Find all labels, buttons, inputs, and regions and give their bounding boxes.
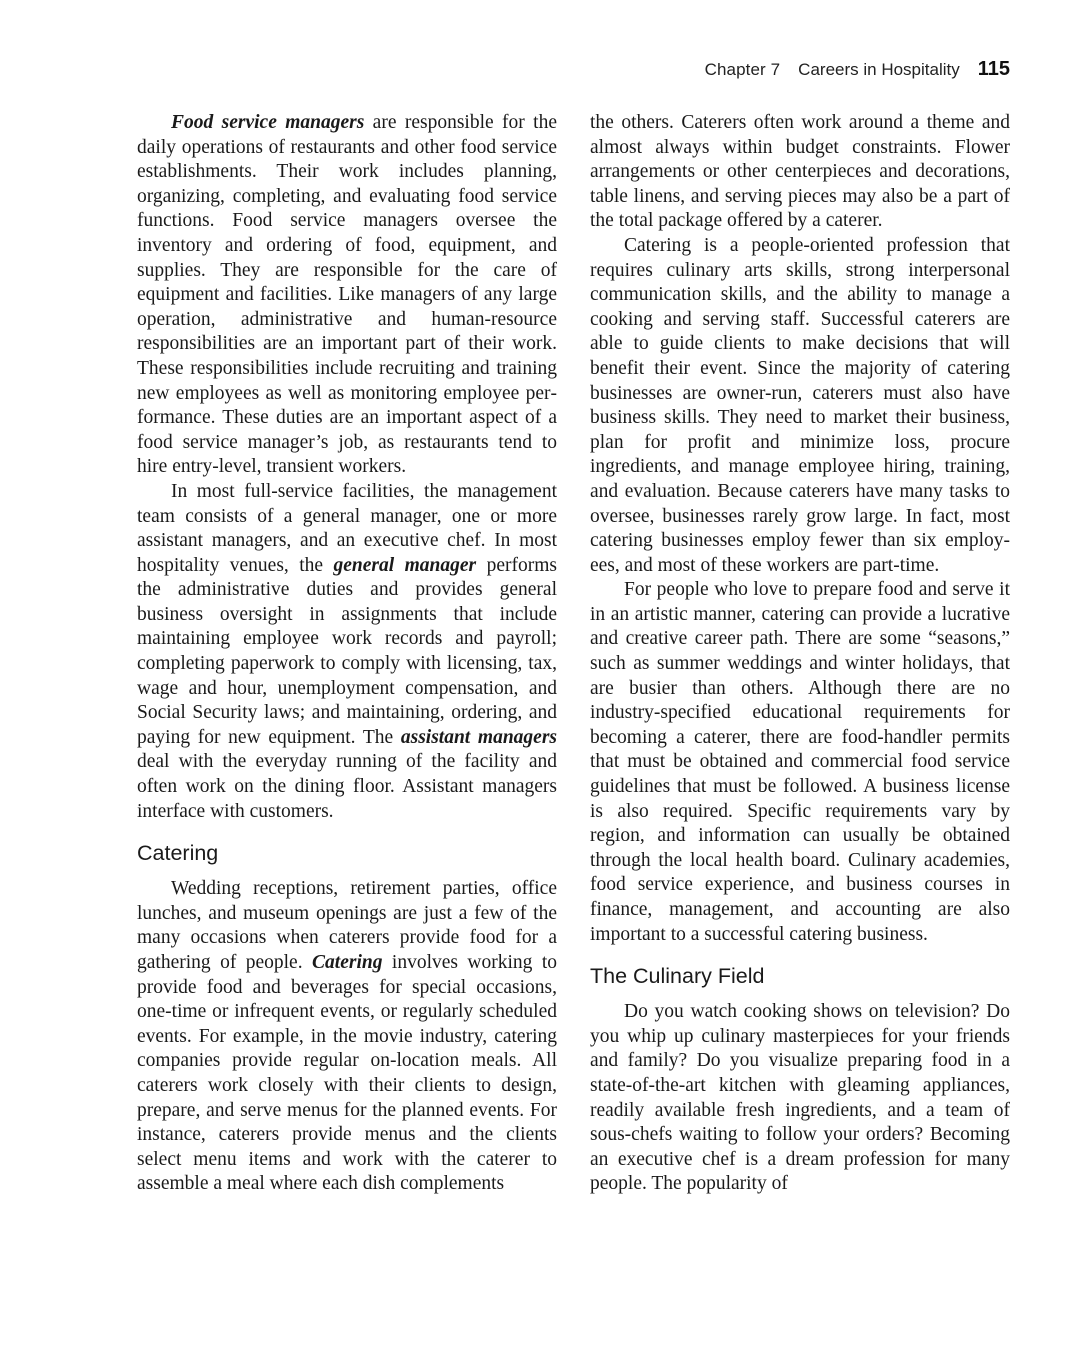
term-catering: Catering — [312, 952, 383, 973]
paragraph-food-service-managers — [137, 111, 557, 480]
paragraph-catering — [137, 877, 557, 1197]
chapter-label: Chapter 7 — [704, 60, 781, 79]
paragraph-culinary-field: Do you watch cooking shows on television? Do you whip up culinary masterpieces for your friends and family? Do you visualize preparing food in a state-of-the-art kitchen with gleaming appliances, readily available fresh ingredients, and a team of sous-chefs waiting to follow your orders? Becoming an executive chef is a dream profession for many people. The popularity of — [590, 1001, 1010, 1195]
chapter-title: Careers in Hospitality — [798, 60, 960, 79]
paragraph-text: In most full-service facilities, the management team consists of a general manager, one or more assistant managers, and an executive chef. In most hospitality venues, the — [137, 480, 557, 576]
paragraph-text: involves working to provide food and beverages for special occasions, one-time or infrequent events, or regularly scheduled events. For example, in the movie industry, catering companies provide regular on-location meals. All caterers work closely with their clients to design, prepare, and serve menus for the planned events. For instance, caterers provide menus and the clients select menu items and work with the caterer to assemble a meal where each dish complements — [137, 952, 557, 1195]
right-column — [590, 111, 1010, 1197]
paragraph-text: are responsible for the daily operations of restaurants and other food service establishments. Their work includes planning, organizing, completing, and evaluating food service functions. Food service managers oversee the inventory and ordering of food, equipment, and supplies. They are responsible for the care of equipment and facilities. Like managers of any large operation, administrative and human-resource responsibilities are an important part of their work. These responsibilities include recruiting and training new employees as well as monitoring employee performance. These duties are an important aspect of a food service manager’s job, as restaurants tend to hire entry-level, transient workers. — [137, 112, 557, 478]
paragraph-text: performs the administrative duties and provides general business oversight in assignments that include maintaining employee work records and payroll; completing paperwork to comply with licensing, tax, wage and hour, unemployment compensation, and Social Security laws; and maintaining, ordering, and paying for new equipment. The — [137, 554, 557, 748]
paragraph-text: Wedding receptions, retirement parties, office lunches, and museum openings are just a few of the many occasions when caterers provide food for a gathering of people. — [137, 878, 557, 973]
paragraph-text: deal with the everyday running of the facility and often work on the dining floor. Assistant managers interface with customers. — [137, 751, 557, 822]
term-assistant-managers: assistant managers — [400, 726, 557, 748]
paragraph-management-team — [137, 480, 557, 824]
paragraph-catering-skills: Catering is a people-oriented profession that requires culinary arts skills, strong interpersonal communication skills, and the ability to manage a cooking and serving staff. Successful caterers are able to guide clients to make decisions that will benefit their event. Since the majority of catering businesses are owner-run, caterers must also have business skills. They need to market their business, plan for profit and minimize loss, procure ingredients, and manage employee hiring, training, and evaluation. Because caterers have many tasks to oversee, businesses rarely grow large. In fact, most catering businesses employ fewer than six employees, and most of these workers are part-time. — [590, 234, 1010, 576]
term-general-manager: general manager — [333, 554, 477, 576]
term-food-service-managers: Food service managers — [171, 112, 365, 133]
running-header — [705, 58, 1010, 81]
paragraph-catering-career: For people who love to prepare food and serve it in an artistic manner, catering can provide a lucrative and creative career path. There are some “seasons,” such as summer weddings and winter holidays, that are busier than others. Although there are no industry-specified educational requirements for becoming a caterer, there are food-handler permits that must be obtained and commercial food service guidelines that must be followed. A business license is also required. Specific requirements vary by region, and information can usually be obtained through the local health board. Culinary academies, food service experience, and business courses in finance, management, and accounting are also important to a successful catering business. — [590, 579, 1010, 945]
heading-culinary-field: The Culinary Field — [590, 964, 765, 989]
page-number: 115 — [977, 58, 1010, 80]
heading-catering: Catering — [137, 841, 219, 866]
left-column — [137, 111, 557, 1197]
paragraph-continued: the others. Caterers often work around a theme and almost always within budget constraints. Flower arrangements or other centerpieces and decorations, table linens, and serving pieces may also be a part of the total package offered by a caterer. — [590, 112, 1010, 232]
